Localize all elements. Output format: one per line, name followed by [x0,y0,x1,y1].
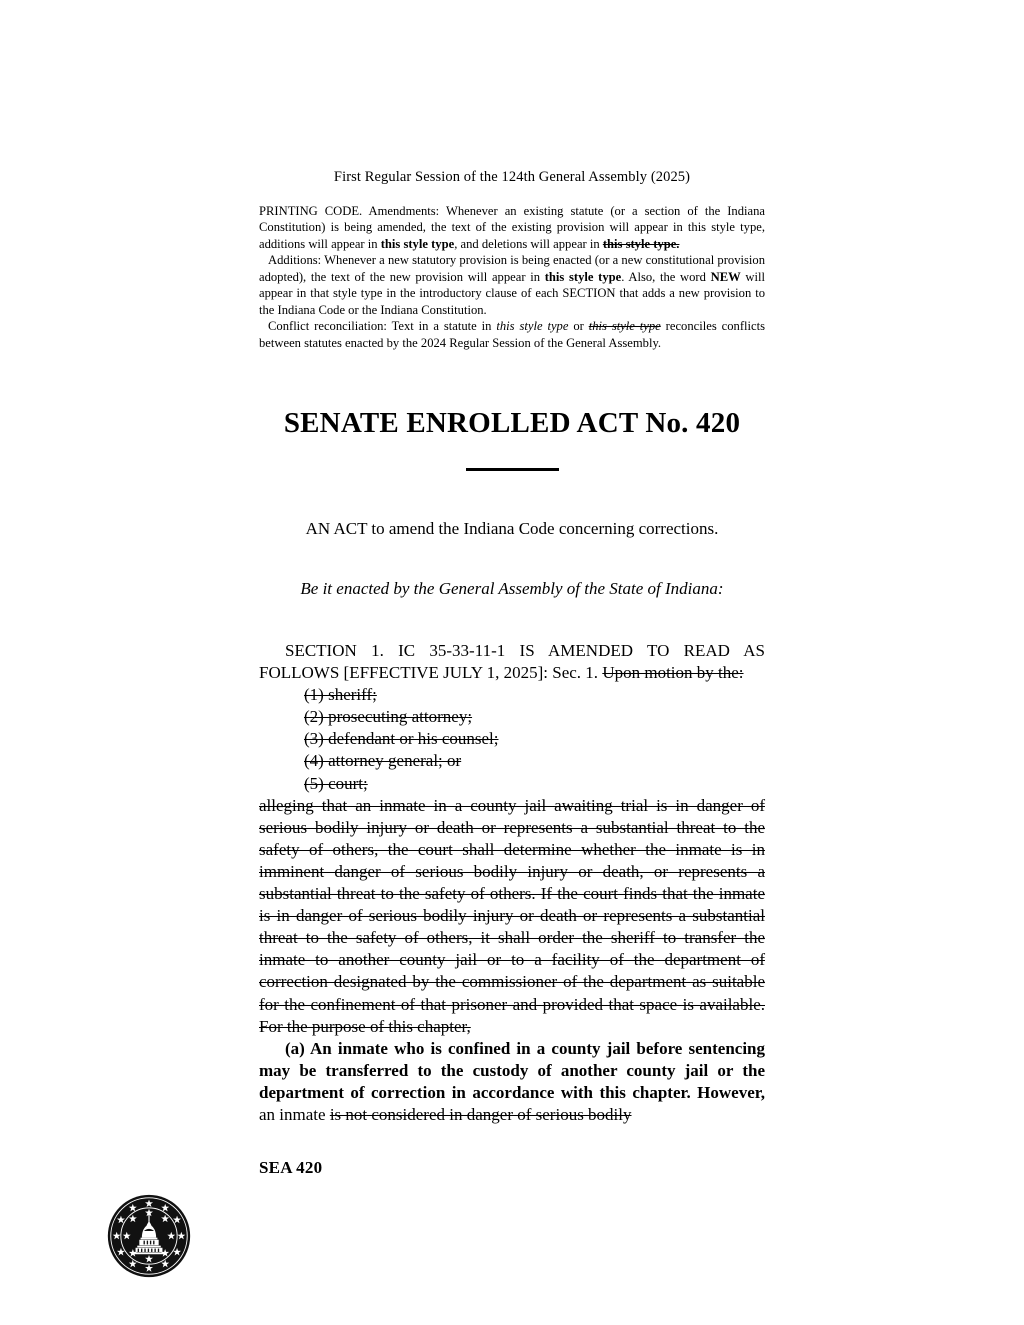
list-item-text: (3) defendant or his counsel; [304,729,499,749]
printing-code-block [259,203,765,351]
act-title: SENATE ENROLLED ACT No. 420 [283,407,741,439]
added-body-paragraph [259,1038,765,1126]
section-1-struck-lead: Upon motion by the: [602,663,744,683]
section-1-citation: SECTION 1. IC 35-33-11-1 IS AMENDED TO READ AS FOLLOWS [EFFECTIVE JULY 1, 2025]: Sec. 1. [259,641,765,683]
list-item [259,750,765,772]
struck-enumerated-list [259,684,765,794]
list-item-text: (2) prosecuting attorney; [304,707,473,727]
list-item [259,728,765,750]
conflict-italic-strike-sample: this style type [588,319,661,334]
conflict-text-2: or [568,319,589,334]
title-rule-wrapper [259,468,765,478]
printing-code-deletions-sample: this style type. [602,236,680,251]
printing-code-additions [259,252,765,318]
list-item [259,706,765,728]
conflict-italic-sample: this style type [496,319,569,334]
list-item [259,773,765,795]
struck-body-paragraph [259,795,765,1038]
trailing-plain-text: an inmate [259,1104,330,1124]
printing-code-amendments-text-2: , and deletions will appear in [454,236,603,251]
act-body [259,640,765,1126]
printing-code-additions-text-2: . Also, the word [621,269,711,284]
conflict-text-3: reconciles conflicts between statutes enacted by the 2024 Regular Session of the General Assembly. [259,319,765,350]
indiana-state-seal-icon [107,1194,191,1278]
printing-code-additions-text-1: Additions: Whenever a new statutory provision is being enacted (or a new constitutional provision adopted), the text of the new provision will appear in [259,253,765,284]
page-footer-act-number: SEA 420 [259,1158,323,1177]
printing-code-amendments-text-1: PRINTING CODE. Amendments: Whenever an existing statute (or a section of the Indiana Constitution) is being amended, the text of the existing provision will appear in this style type, additions will appear in [259,204,765,251]
section-1-intro [259,640,765,684]
printing-code-new-keyword: NEW [710,269,741,284]
act-subject: AN ACT to amend the Indiana Code concerning corrections. [305,519,719,538]
printing-code-additions-text-3: will appear in that style type in the introductory clause of each SECTION that adds a new provision to the Indiana Code or the Indiana Constitution. [259,269,765,317]
added-body-paragraph-text: (a) An inmate who is confined in a county jail before sentencing may be transferred to the custody of another county jail or the department of correction in accordance with this chapter. However, [259,1038,765,1102]
trailing-struck-text: is not considered in danger of serious bodily [329,1104,632,1124]
printing-code-conflict-reconciliation [259,318,765,351]
enacting-clause: Be it enacted by the General Assembly of the State of Indiana: [300,579,724,598]
printing-code-new-provision-sample: this style type [544,269,622,284]
list-item-text: (5) court; [304,773,368,793]
session-line: First Regular Session of the 124th General Assembly (2025) [333,169,691,185]
struck-body-paragraph-text: alleging that an inmate in a county jail awaiting trial is in danger of serious bodily injury or death or represents a substantial threat to the safety of others, the court shall determine whether the inmate is in imminent danger of serious bodily injury or death, or represents a substantial threat to the safety of others. If the court finds that the inmate is in danger of serious bodily injury or death or represents a substantial threat to the safety of others, it shall order the sheriff to transfer the inmate to another county jail or to a facility of the department of correction designated by the commissioner of the department as suitable for the confinement of that prisoner and provided that space is available. For the purpose of this chapter, [259,795,765,1036]
list-item-text: (4) attorney general; or [304,751,462,771]
printing-code-additions-sample: this style type [380,236,455,251]
conflict-text-1: Conflict reconciliation: Text in a statute in [268,319,497,334]
list-item [259,684,765,706]
list-item-text: (1) sheriff; [304,685,377,705]
printing-code-amendments [259,203,765,252]
horizontal-rule [466,468,559,471]
